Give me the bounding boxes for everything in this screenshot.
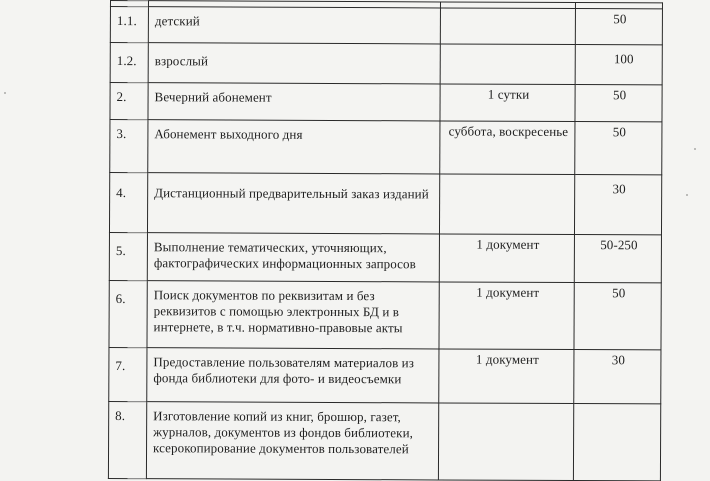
row-number: 5. xyxy=(109,232,147,280)
service-unit: 1 документ xyxy=(439,349,574,404)
service-name: взрослый xyxy=(148,43,440,84)
service-price: 30 xyxy=(574,175,661,235)
service-name: Дистанционный предварительный заказ изданий xyxy=(147,173,439,234)
table-row xyxy=(110,7,662,45)
service-price xyxy=(575,45,662,85)
service-name: Абонемент выходного дня xyxy=(148,120,440,174)
service-unit: суббота, воскресенье xyxy=(440,121,575,175)
services-price-table xyxy=(108,0,663,481)
service-unit xyxy=(440,44,575,85)
service-price xyxy=(573,404,660,481)
service-unit: 1 сутки xyxy=(440,84,575,122)
table-row xyxy=(108,401,660,480)
service-price: 50 xyxy=(575,122,662,175)
scan-speck xyxy=(694,148,696,150)
row-number: 8. xyxy=(108,401,146,478)
table-row xyxy=(110,120,662,175)
service-price: 50 xyxy=(575,85,662,122)
service-name: Изготовление копий из книг, брошюр, газет, журналов, документов из фондов библиотеки, ксерокопирование документов пользователей xyxy=(146,402,438,480)
row-number: 1.1. xyxy=(110,7,148,43)
service-unit xyxy=(438,403,573,481)
service-price: 50 xyxy=(574,283,661,350)
table-row xyxy=(109,347,661,403)
scan-speck xyxy=(686,194,688,196)
service-name: Предоставление пользователям материалов из фонда библиотеки для фото- и видеосъемки xyxy=(147,348,439,403)
table-row xyxy=(109,280,661,349)
row-number: 6. xyxy=(109,280,147,347)
service-unit xyxy=(440,8,575,45)
service-name: Поиск документов по реквизитам и без реквизитов с помощью электронных БД и в интернете, в т.ч. нормативно-правовые акты xyxy=(147,281,439,349)
row-number: 4. xyxy=(109,173,147,233)
service-name: детский xyxy=(148,7,440,44)
service-name: Вечерний абонемент xyxy=(148,83,440,121)
table-row xyxy=(110,43,662,85)
service-unit: 1 документ xyxy=(439,282,574,350)
service-price: 50-250 xyxy=(574,235,661,283)
row-number: 2. xyxy=(110,83,148,120)
table-row xyxy=(110,83,662,122)
row-number: 1.2. xyxy=(110,43,148,83)
service-unit: 1 документ xyxy=(439,234,574,283)
scan-speck xyxy=(4,92,6,94)
table-row xyxy=(109,232,661,282)
service-price: 30 xyxy=(574,350,661,404)
service-name: Выполнение тематических, уточняющих, фактографических информационных запросов xyxy=(147,233,439,282)
service-unit xyxy=(439,174,574,235)
service-price: 50 xyxy=(575,9,662,45)
row-number: 7. xyxy=(109,347,147,401)
service-price-value: 100 xyxy=(613,51,634,67)
table-row xyxy=(109,173,661,235)
row-number: 3. xyxy=(110,120,148,173)
